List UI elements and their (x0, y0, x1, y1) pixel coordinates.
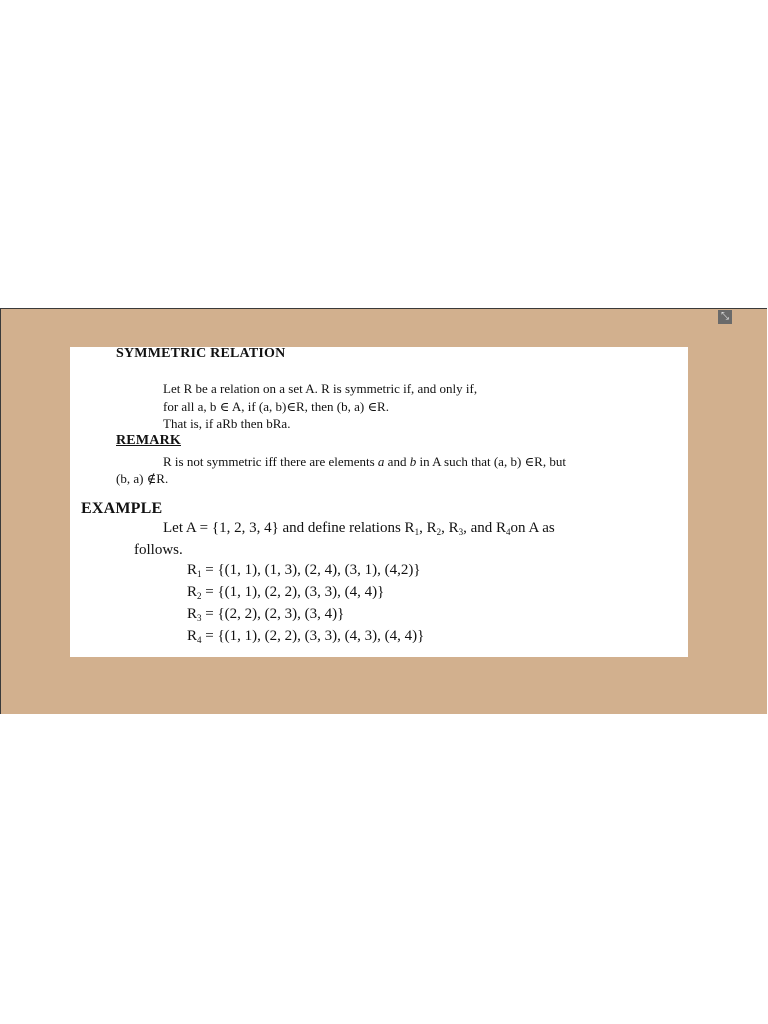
example-intro-text: , R (441, 520, 459, 536)
example-intro-text: on A as (510, 520, 555, 536)
example-intro-line-2: follows. (134, 542, 183, 558)
subscript: 1 (414, 527, 420, 537)
relation-index: 3 (197, 613, 202, 623)
relation-index: 4 (197, 635, 202, 645)
remark-var-a: a (377, 454, 385, 469)
example-intro-text: , R (419, 520, 437, 536)
remark-heading: REMARK (116, 433, 181, 448)
relation-set: = {(1, 1), (2, 2), (3, 3), (4, 3), (4, 4)} (201, 628, 425, 644)
remark-line-1 (163, 454, 566, 470)
remark-line-2: (b, a) ∉R. (116, 471, 169, 486)
example-intro-text: Let A = {1, 2, 3, 4} and define relations R (163, 520, 415, 536)
relation-symbol: R (187, 628, 198, 644)
section-title: SYMMETRIC RELATION (116, 346, 286, 361)
definition-line-3: That is, if aRb then bRa. (163, 416, 291, 431)
example-heading: EXAMPLE (81, 500, 163, 517)
relation-set: = {(1, 1), (1, 3), (2, 4), (3, 1), (4,2)} (201, 562, 421, 578)
example-intro-line-1 (163, 520, 555, 537)
relation-index: 2 (197, 591, 202, 601)
remark-text-post: in A such that (a, b) ∈R, but (416, 454, 566, 469)
subscript: 2 (436, 527, 442, 537)
subscript: 4 (506, 527, 511, 537)
relation-r2 (187, 584, 384, 601)
relation-symbol: R (187, 606, 198, 622)
relation-r3 (187, 606, 344, 623)
relation-symbol: R (187, 584, 198, 600)
definition-line-2: for all a, b ∈ A, if (a, b)∈R, then (b, a) ∈R. (163, 399, 389, 414)
remark-text-pre: R is not symmetric iff there are elements (163, 454, 378, 469)
subscript: 3 (458, 527, 464, 537)
relation-set: = {(2, 2), (2, 3), (3, 4)} (201, 606, 345, 622)
relation-r4 (187, 628, 424, 645)
example-intro-text: , and R (463, 520, 507, 536)
relation-index: 1 (197, 569, 202, 579)
remark-text-mid: and (384, 454, 410, 469)
expand-icon[interactable]: ⤡ (718, 310, 732, 324)
relation-set: = {(1, 1), (2, 2), (3, 3), (4, 4)} (201, 584, 385, 600)
relation-r1 (187, 562, 421, 579)
relation-symbol: R (187, 562, 198, 578)
definition-line-1: Let R be a relation on a set A. R is symmetric if, and only if, (163, 381, 478, 396)
remark-var-b: b (409, 454, 417, 469)
